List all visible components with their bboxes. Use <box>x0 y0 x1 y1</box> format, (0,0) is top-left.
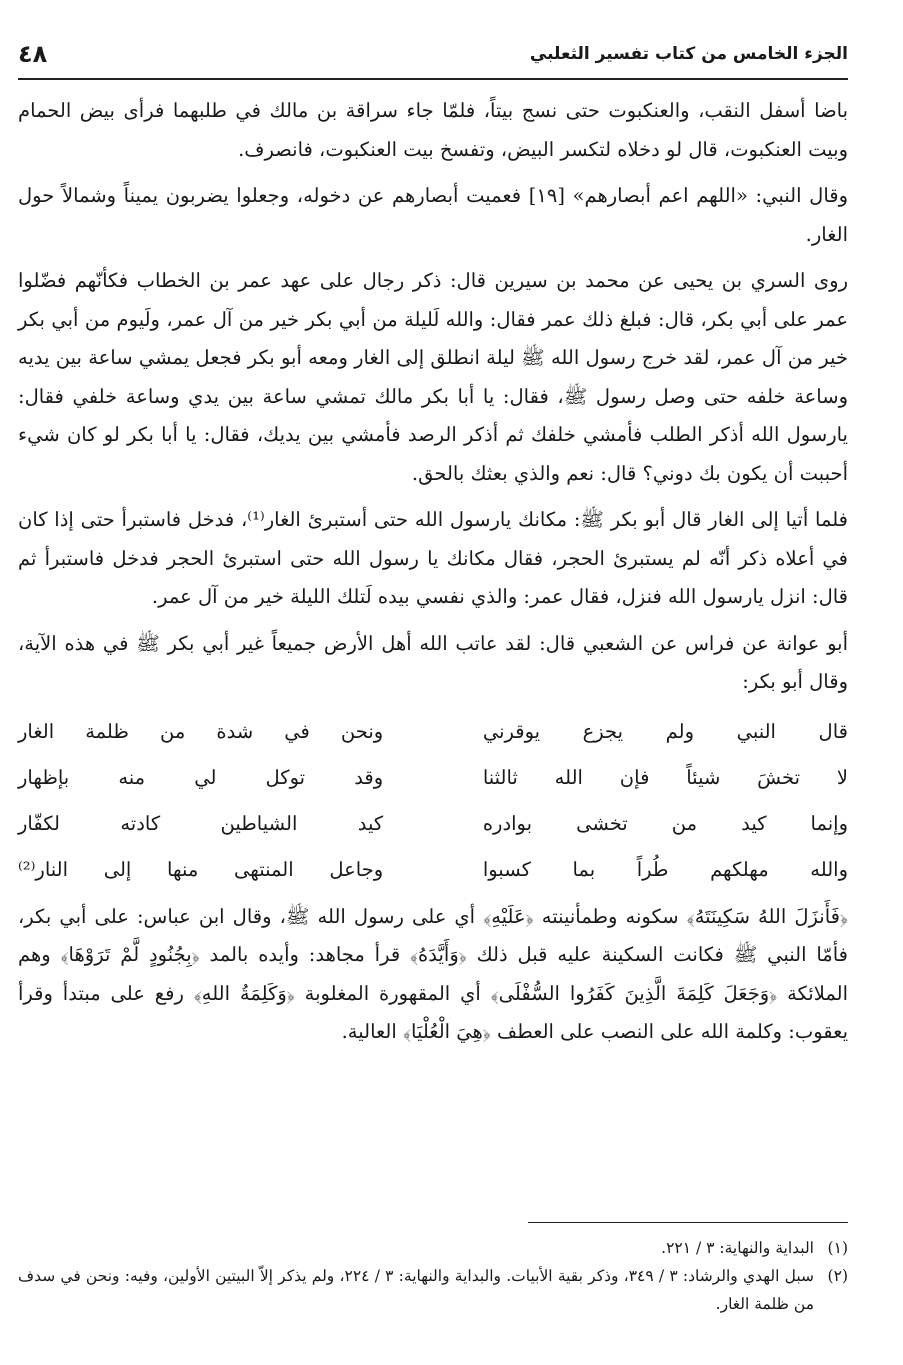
book-page <box>18 30 848 1350</box>
main-text <box>18 92 848 1060</box>
page-header <box>18 36 848 72</box>
verse-second-half: ونحن في شدة من ظلمة الغار <box>18 720 384 744</box>
verse-first-half: وإنما كيد من تخشى بوادره <box>482 812 848 836</box>
footnotes <box>18 1234 848 1318</box>
verse-first-half: لا تخشَ شيئاً فإن الله ثالثنا <box>482 766 848 790</box>
footnote <box>18 1234 848 1262</box>
poem-verse <box>18 802 848 848</box>
commentary-paragraph: ﴿فَأَنزَلَ اللهُ سَكِينَتَهُ﴾ سكونه وطمأنينته ﴿عَلَيْهِ﴾ أي على رسول الله ﷺ، وقال ابن عباس: على أبي بكر، فأمّا النبي ﷺ فكانت السكينة عليه قبل ذلك ﴿وَأَيَّدَهُ﴾ قرأ مجاهد: وأيده بالمد ﴿بِجُنُودٍ لَّمْ تَرَوْهَا﴾ وهم الملائكة ﴿وَجَعَلَ كَلِمَةَ الَّذِينَ كَفَرُوا السُّفْلَى﴾ أي المقهورة المغلوبة ﴿وَكَلِمَةُ اللهِ﴾ رفع على مبتدأ وقرأ يعقوب: وكلمة الله على النصب على العطف ﴿هِيَ الْعُلْيَا﴾ العالية. <box>18 904 848 1043</box>
footnote-text: سبل الهدي والرشاد: ٣ / ٣٤٩، وذكر بقية الأبيات. والبداية والنهاية: ٣ / ٢٢٤، ولم يذكر إلاّ البيتين الأولين، وفيه: ونحن في سدف من ظلمة الغار. <box>18 1267 815 1313</box>
verse-second-half: وقد توكل لي منه بإظهار <box>18 766 384 790</box>
header-divider <box>18 78 848 80</box>
paragraph: أبو عوانة عن فراس عن الشعبي قال: لقد عاتب الله أهل الأرض جميعاً غير أبي بكر ﷺ في هذه الآية، وقال أبو بكر: <box>18 631 848 693</box>
paragraph: فلما أتيا إلى الغار قال أبو بكر ﷺ: مكانك يارسول الله حتى أستبرئ الغار⁽¹⁾، فدخل فاستبرأ حتى إذا كان في أعلاه ذكر أنّه لم يستبرئ الحجر، فقال مكانك يا رسول الله حتى استبرئ الحجر فدخل فاستبرأ ثم قال: انزل يارسول الله فنزل، فقال عمر: والذي نفسي بيده لَتلك الليلة خير من آل عمر. <box>18 508 848 608</box>
paragraph: وقال النبي: «اللهم اعم أبصارهم» [١٩] فعميت أبصارهم عن دخوله، وجعلوا يضربون يميناً وشمالاً حول الغار. <box>18 184 848 246</box>
footnote <box>18 1262 848 1318</box>
footnote-text: البداية والنهاية: ٣ / ٢٢١. <box>661 1239 814 1257</box>
footnote-number: (٢) <box>827 1267 848 1285</box>
poem-verse <box>18 848 848 894</box>
page-number: ٤٨ <box>18 40 48 68</box>
footnote-number: (١) <box>827 1239 848 1257</box>
verse-second-half: كيد الشياطين كادته لكفّار <box>18 812 384 836</box>
running-title: الجزء الخامس من كتاب تفسير الثعلبي <box>529 44 848 64</box>
verse-second-half: وجاعل المنتهى منها إلى النار⁽²⁾ <box>18 858 384 882</box>
paragraph: روى السري بن يحيى عن محمد بن سيرين قال: ذكر رجال على عهد عمر بن الخطاب فكأنّهم فضّلوا عمر على أبي بكر، قال: فبلغ ذلك عمر فقال: والله لَليلة من أبي بكر خير من آل عمر، ولَيوم من أبي بكر خير من آل عمر، لقد خرج رسول الله ﷺ ليلة انطلق إلى الغار ومعه أبو بكر فجعل يمشي ساعة بين يديه وساعة خلفه حتى وصل رسول ﷺ، فقال: يا أبا بكر مالك تمشي ساعة بين يدي وساعة خلفي فقال: يارسول الله أذكر الطلب فأمشي خلفك ثم أذكر الرصد فأمشي بين يديك، فقال: يا أبا بكر لو كان شيء أحببت أن يكون بك دوني؟ قال: نعم والذي بعثك بالحق. <box>18 269 848 485</box>
verse-first-half: والله مهلكهم طُراً بما كسبوا <box>482 858 848 882</box>
poem <box>18 710 848 894</box>
verse-first-half: قال النبي ولم يجزع يوقرني <box>482 720 848 744</box>
paragraph: باضا أسفل النقب، والعنكبوت حتى نسج بيتاً، فلمّا جاء سراقة بن مالك في طلبهما فرأى بيض الحمام وبيت العنكبوت، قال لو دخلاه لتكسر البيض، وتفسخ بيت العنكبوت، فانصرف. <box>18 99 848 161</box>
poem-verse <box>18 710 848 756</box>
poem-verse <box>18 756 848 802</box>
footnote-divider <box>528 1222 848 1223</box>
